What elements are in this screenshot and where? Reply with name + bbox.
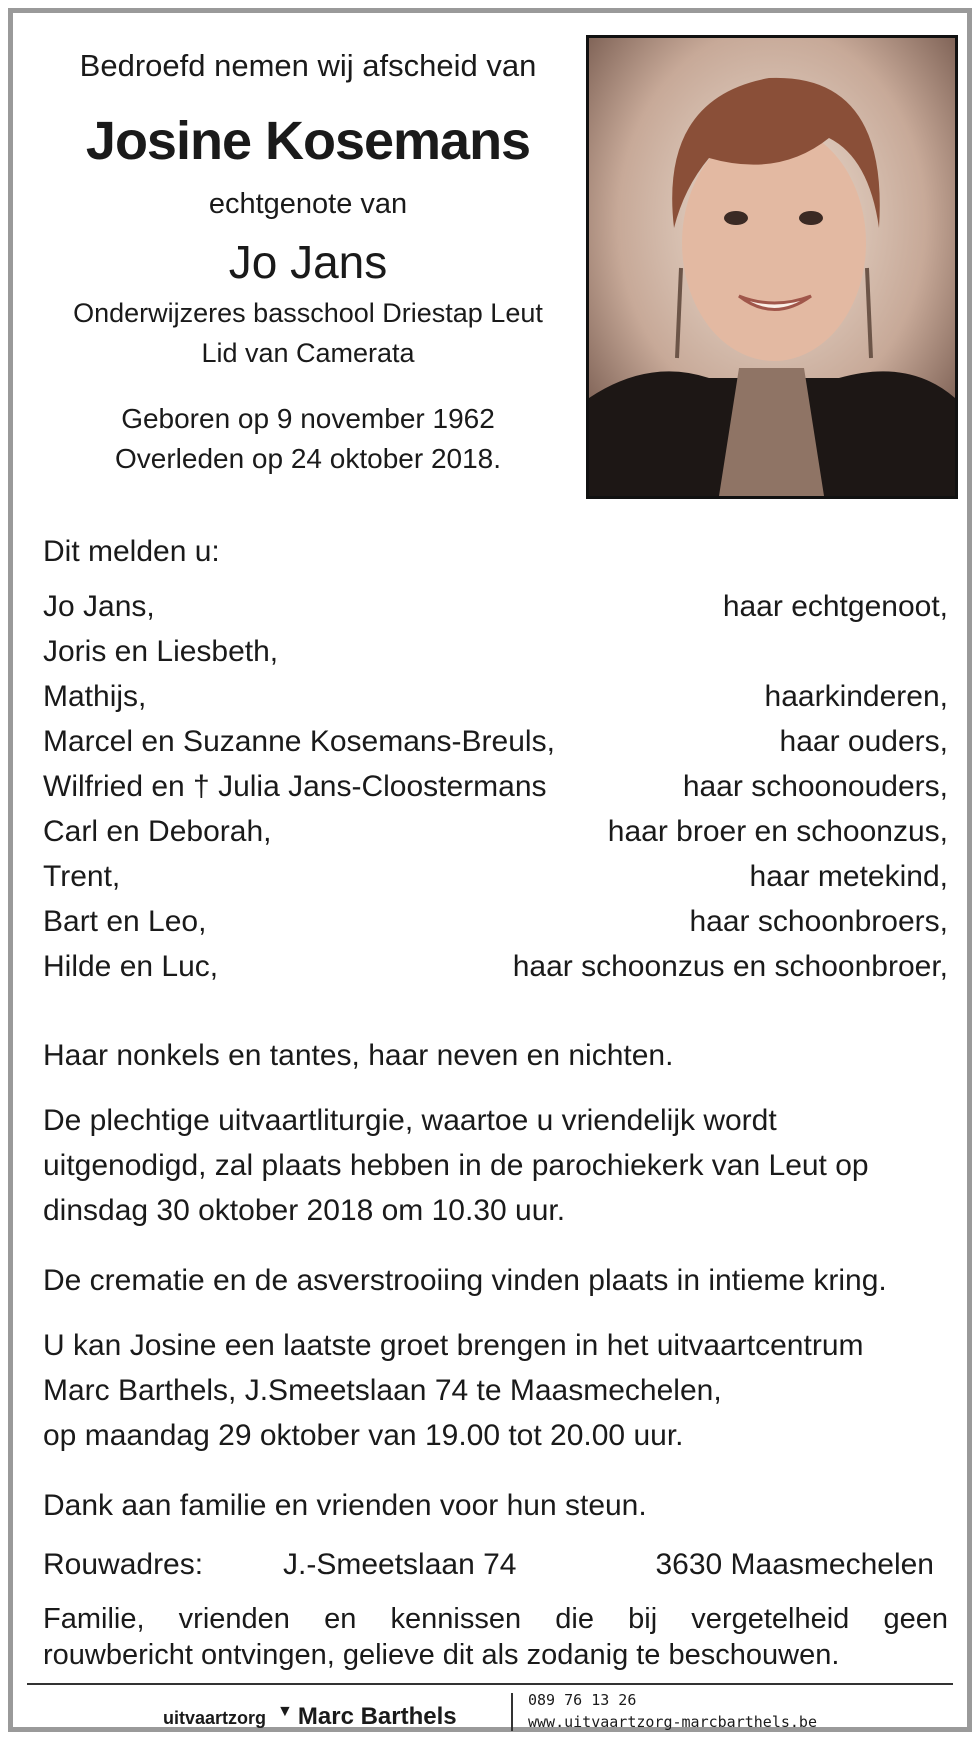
family-row — [43, 950, 948, 994]
address-street: J.-Smeetslaan 74 — [283, 1548, 517, 1581]
family-relation: haar schoonbroers, — [689, 905, 948, 938]
portrait-illustration — [589, 38, 955, 496]
liturgy-line: De plechtige uitvaartliturgie, waartoe u vriendelijk wordt — [43, 1104, 777, 1137]
deceased-name: Josine Kosemans — [85, 111, 531, 171]
brand-name: Marc Barthels — [297, 1703, 457, 1730]
triangle-icon: ▼ — [277, 1703, 293, 1720]
cremation-text: De crematie en de asverstrooiing vinden plaats in intieme kring. — [43, 1264, 887, 1297]
family-relation: haar broer en schoonzus, — [607, 815, 948, 848]
family-relation: haar echtgenoot, — [722, 590, 948, 623]
family-names: Mathijs, — [43, 680, 147, 713]
death-date: Overleden op 24 oktober 2018. — [114, 443, 502, 474]
family-names: Bart en Leo, — [43, 905, 207, 938]
family-row — [43, 860, 948, 904]
notice-line: rouwbericht ontvingen, gelieve dit als zodanig te beschouwen. — [43, 1639, 840, 1671]
thanks-text: Dank aan familie en vrienden voor hun steun. — [43, 1489, 647, 1522]
family-names: Wilfried en † Julia Jans-Cloostermans — [43, 770, 547, 803]
family-row — [43, 770, 948, 814]
address-label: Rouwadres: — [43, 1548, 204, 1581]
extended-family-text: Haar nonkels en tantes, haar neven en nichten. — [43, 1039, 674, 1072]
family-row — [43, 905, 948, 949]
family-names: Joris en Liesbeth, — [43, 635, 279, 668]
portrait-photo — [586, 35, 958, 499]
funeral-home-logo — [163, 1703, 457, 1731]
notice-line: Familie, vrienden en kennissen die bij vergetelheid geen — [43, 1603, 948, 1635]
farewell-line: op maandag 29 oktober van 19.00 tot 20.00 uur. — [43, 1419, 684, 1452]
farewell-line: U kan Josine een laatste groet brengen in het uitvaartcentrum — [43, 1329, 864, 1362]
liturgy-line: dinsdag 30 oktober 2018 om 10.30 uur. — [43, 1194, 566, 1227]
family-row — [43, 680, 948, 724]
brand-prefix: uitvaartzorg — [163, 1708, 267, 1728]
birth-date: Geboren op 9 november 1962 — [121, 403, 495, 434]
family-relation: haarkinderen, — [764, 680, 948, 713]
family-relation: haar metekind, — [749, 860, 948, 893]
address-city: 3630 Maasmechelen — [655, 1548, 934, 1581]
occupation-text: Onderwijzeres basschool Driestap Leut — [73, 298, 543, 328]
farewell-paragraph — [43, 1323, 948, 1458]
family-names: Hilde en Luc, — [43, 950, 219, 983]
family-row — [43, 635, 948, 679]
membership-text: Lid van Camerata — [201, 338, 415, 368]
obituary-card — [8, 8, 972, 1732]
spouse-label: echtgenote van — [208, 188, 408, 220]
family-relation: haar schoonouders, — [682, 770, 948, 803]
family-names: Carl en Deborah, — [43, 815, 272, 848]
family-row — [43, 590, 948, 634]
farewell-line: Marc Barthels, J.Smeetslaan 74 te Maasmechelen, — [43, 1374, 722, 1407]
footer-phone: 089 76 13 26 — [528, 1691, 637, 1709]
footer-separator — [511, 1693, 513, 1731]
liturgy-line: uitgenodigd, zal plaats hebben in de parochiekerk van Leut op — [43, 1149, 869, 1182]
family-names: Jo Jans, — [43, 590, 155, 623]
liturgy-paragraph — [43, 1098, 948, 1233]
footer-divider — [27, 1683, 953, 1685]
family-names: Marcel en Suzanne Kosemans-Breuls, — [43, 725, 555, 758]
notify-intro: Dit melden u: — [43, 535, 220, 568]
intro-text: Bedroefd nemen wij afscheid van — [79, 48, 537, 83]
family-relation: haar ouders, — [779, 725, 948, 758]
family-row — [43, 815, 948, 859]
family-relation: haar schoonzus en schoonbroer, — [512, 950, 948, 983]
footer-website[interactable]: www.uitvaartzorg-marcbarthels.be — [528, 1713, 817, 1731]
family-names: Trent, — [43, 860, 121, 893]
family-row — [43, 725, 948, 769]
spouse-name: Jo Jans — [228, 236, 388, 288]
